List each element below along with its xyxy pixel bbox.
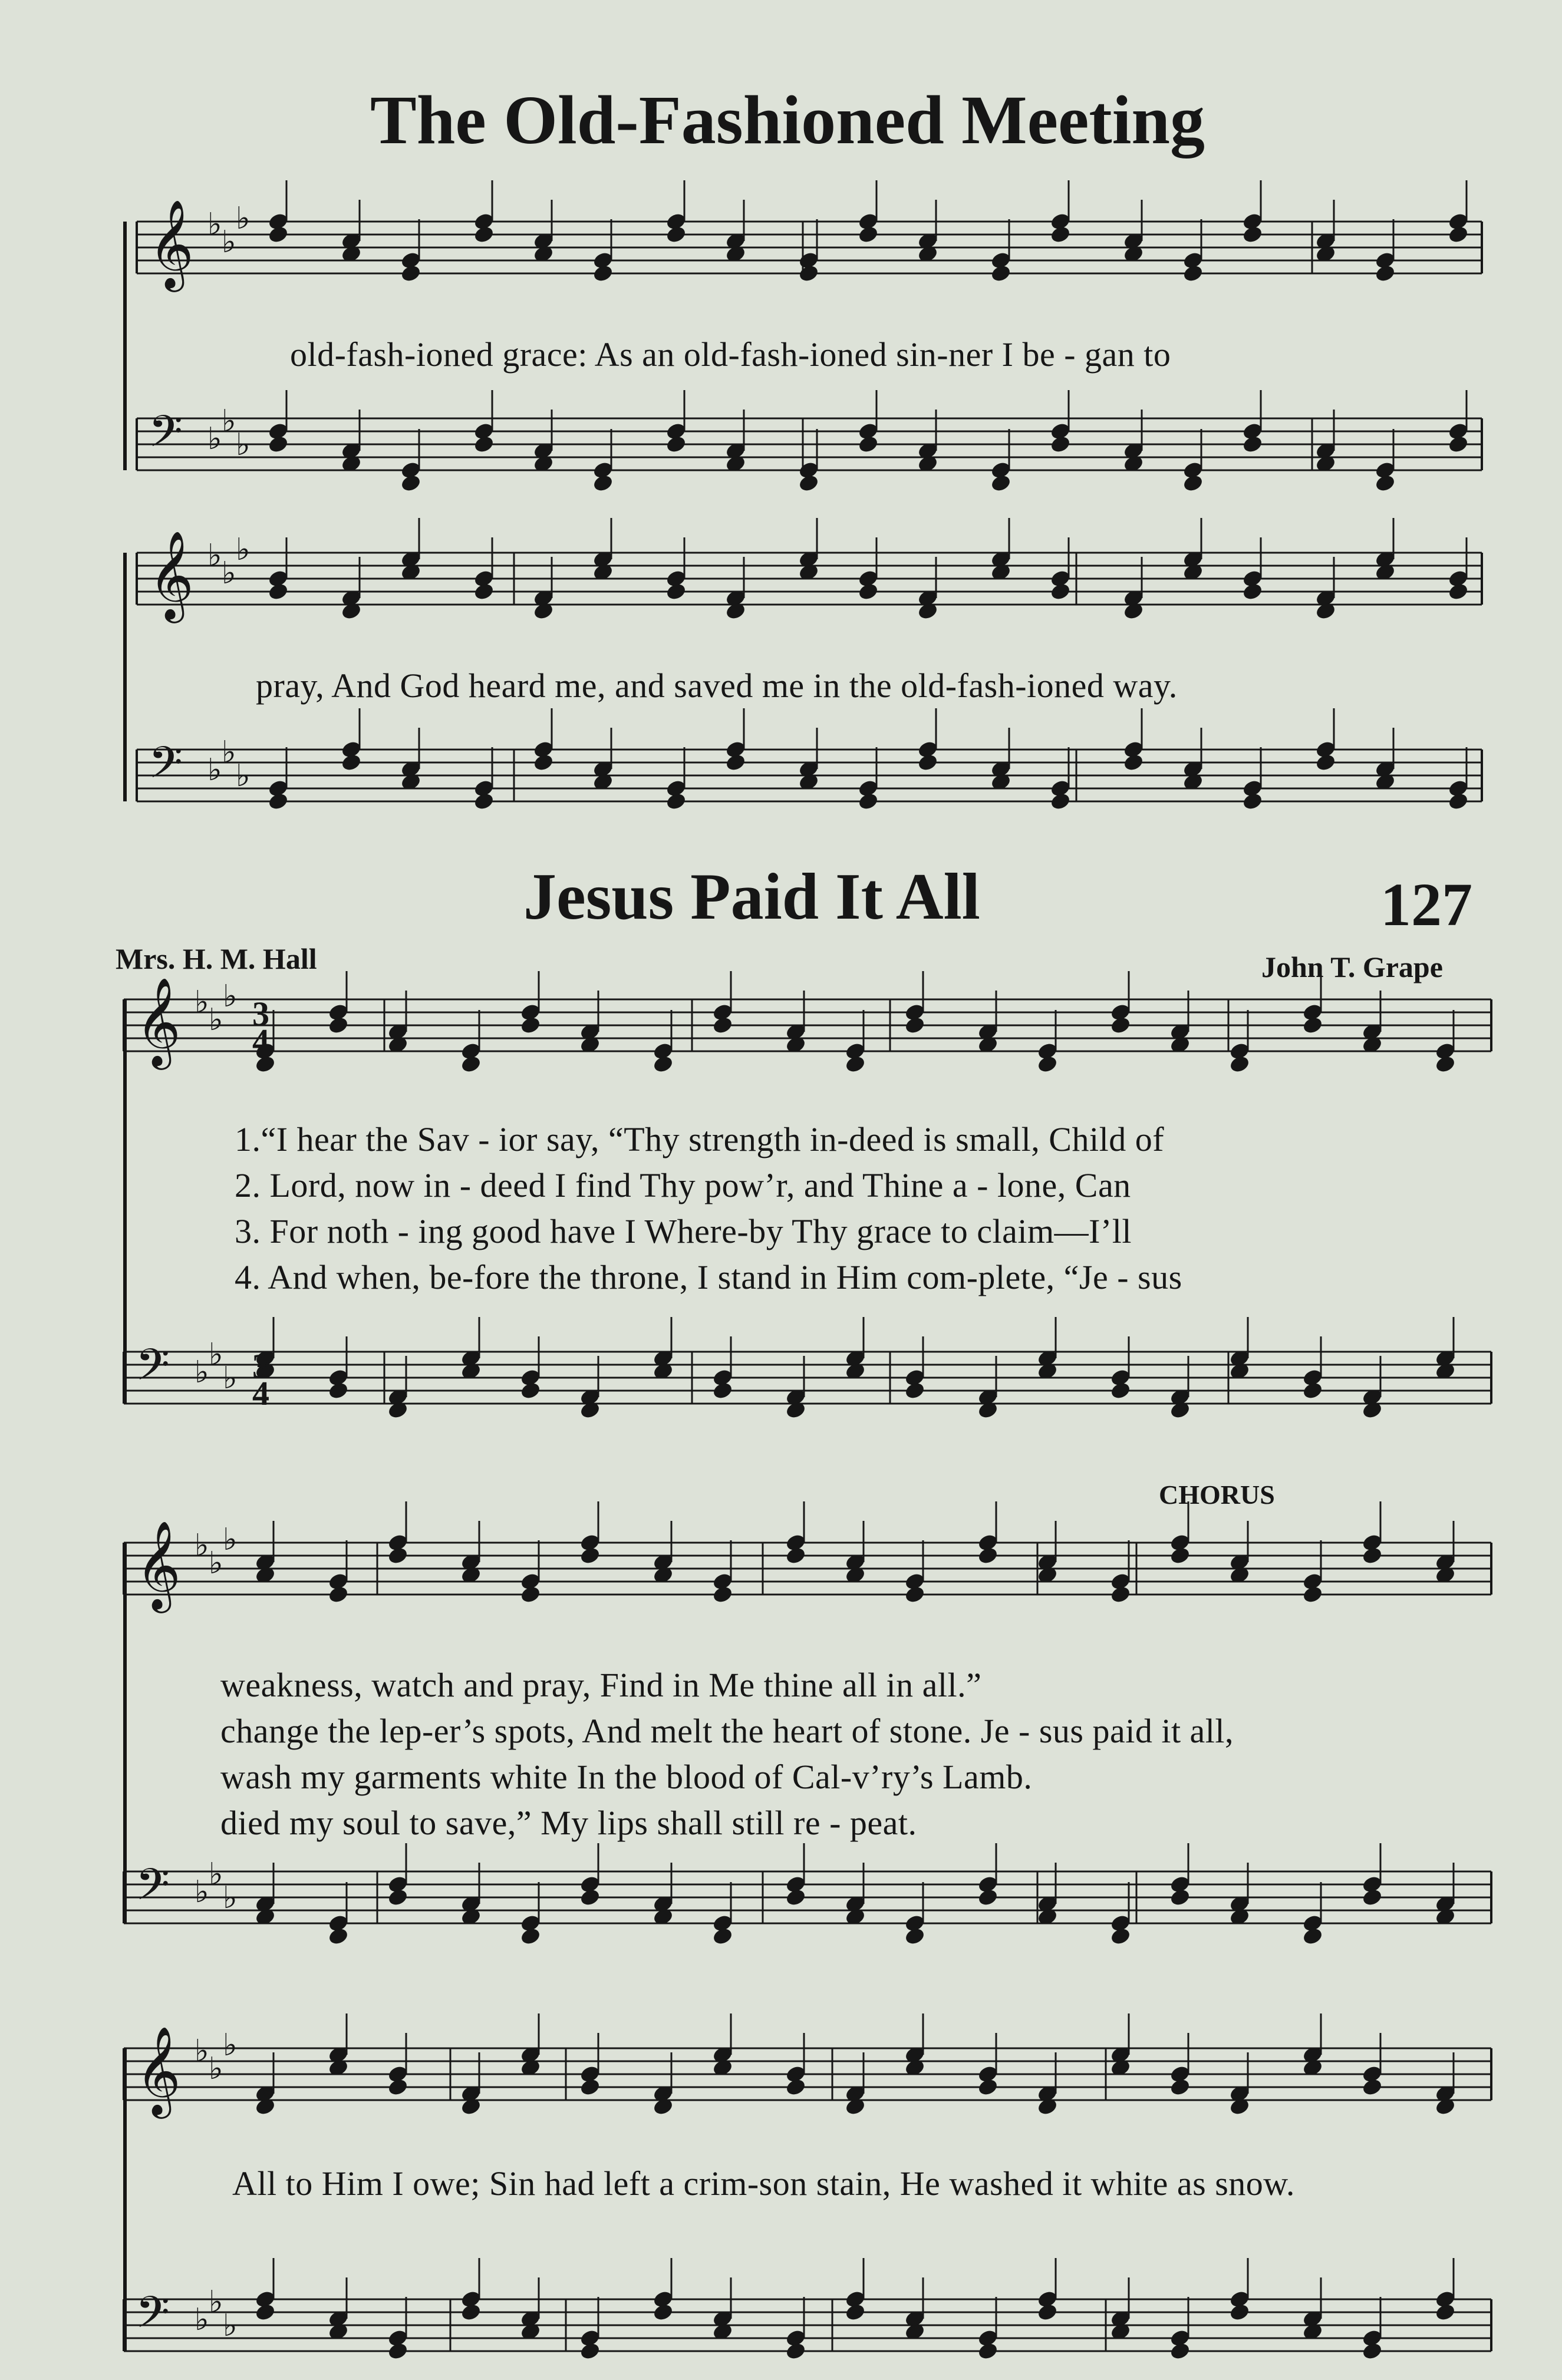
note-head <box>845 2303 866 2322</box>
note-head <box>473 792 495 811</box>
note-head <box>400 474 421 493</box>
note-head <box>785 2078 806 2097</box>
flat-sign: ♭ <box>195 2034 209 2069</box>
note-head <box>533 753 554 773</box>
bass-clef: 𝄢 <box>136 1339 170 1401</box>
note-head <box>1448 792 1469 811</box>
note-head <box>579 2342 601 2361</box>
note-head <box>917 753 938 773</box>
note-head <box>268 435 289 454</box>
note-head <box>1229 1055 1250 1074</box>
note-head <box>785 1546 806 1566</box>
note-head <box>1050 435 1071 454</box>
note-head <box>990 474 1011 493</box>
flat-sign: ♭ <box>195 2302 209 2338</box>
note-head <box>1229 2303 1250 2322</box>
flat-sign: ♭ <box>222 556 236 591</box>
note-head <box>1169 2342 1191 2361</box>
bass-clef: 𝄢 <box>149 737 183 799</box>
flat-sign: ♭ <box>209 2051 223 2087</box>
bass-clef: 𝄢 <box>149 406 183 468</box>
flat-sign: ♭ <box>207 752 222 788</box>
note-head <box>1123 753 1144 773</box>
note-head <box>904 1927 925 1946</box>
verse-line: 4. And when, be-fore the throne, I stand in Him com-plete, “Je - sus <box>235 1258 1182 1296</box>
note-head <box>268 582 289 602</box>
time-signature: 3 <box>252 1347 269 1385</box>
note-head <box>473 582 495 602</box>
note-head <box>328 1381 349 1401</box>
flat-sign: ♭ <box>223 979 238 1014</box>
note-head <box>400 264 421 283</box>
note-head <box>1242 435 1263 454</box>
verse-line: died my soul to save,” My lips shall still re - peat. <box>220 1804 917 1842</box>
treble-clef: 𝄞 <box>136 2025 181 2115</box>
note-head <box>579 1546 601 1566</box>
hymn-title-jesus-paid-it-all: Jesus Paid It All <box>523 860 980 933</box>
note-head <box>1362 2342 1383 2361</box>
time-signature: 3 <box>252 995 269 1033</box>
note-head <box>858 582 879 602</box>
flat-sign: ♭ <box>222 735 236 770</box>
flat-sign: ♭ <box>195 1355 209 1390</box>
note-head <box>977 2342 999 2361</box>
note-head <box>1050 582 1071 602</box>
verse-line: wash my garments white In the blood of Cal-v’ry’s Lamb. <box>220 1758 1033 1796</box>
bass-clef: 𝄢 <box>136 2287 170 2349</box>
note-head <box>387 2078 408 2097</box>
note-head <box>665 225 687 245</box>
hymn-number: 127 <box>1380 871 1472 939</box>
flat-sign: ♭ <box>207 421 222 457</box>
note-head <box>1037 2303 1058 2322</box>
lyric-line-hymn1-2: pray, And God heard me, and saved me in the old-fash-ioned way. <box>256 666 1178 705</box>
treble-clef: 𝄞 <box>136 976 181 1066</box>
flat-sign: ♭ <box>222 404 236 439</box>
note-head <box>520 1585 541 1605</box>
flat-sign: ♭ <box>195 985 209 1020</box>
time-signature: 4 <box>252 1374 269 1412</box>
flat-sign: ♭ <box>223 2028 238 2063</box>
flat-sign: ♭ <box>223 1522 238 1557</box>
note-head <box>1110 1927 1131 1946</box>
time-signature: 4 <box>252 1022 269 1060</box>
note-head <box>1050 792 1071 811</box>
note-head <box>858 225 879 245</box>
note-head <box>712 1016 733 1035</box>
note-head <box>990 264 1011 283</box>
flat-sign: ♭ <box>207 207 222 242</box>
hymn-title-old-fashioned-meeting: The Old-Fashioned Meeting <box>370 81 1205 159</box>
note-head <box>473 435 495 454</box>
note-head <box>328 1585 349 1605</box>
flat-sign: ♭ <box>223 1880 238 1916</box>
note-head <box>460 1055 482 1074</box>
note-head <box>1448 225 1469 245</box>
note-head <box>520 1381 541 1401</box>
note-head <box>845 1055 866 1074</box>
note-head <box>1242 582 1263 602</box>
note-head <box>653 2303 674 2322</box>
note-head <box>255 2303 276 2322</box>
note-head <box>268 225 289 245</box>
flat-sign: ♭ <box>209 2285 223 2320</box>
note-head <box>858 792 879 811</box>
note-head <box>1242 792 1263 811</box>
note-head <box>1169 1546 1191 1566</box>
note-head <box>1169 1888 1191 1907</box>
note-head <box>387 1546 408 1566</box>
note-head <box>1302 1016 1323 1035</box>
note-head <box>665 582 687 602</box>
note-head <box>1110 1016 1131 1035</box>
note-head <box>1362 2078 1383 2097</box>
note-head <box>785 2342 806 2361</box>
verse-line: weakness, watch and pray, Find in Me thine all in all.” <box>220 1666 982 1704</box>
treble-clef: 𝄞 <box>149 199 194 288</box>
verse-line: 3. For noth - ing good have I Where-by Thy grace to claim—I’ll <box>235 1212 1132 1250</box>
flat-sign: ♭ <box>209 1002 223 1038</box>
note-head <box>712 1927 733 1946</box>
note-head <box>1448 582 1469 602</box>
flat-sign: ♭ <box>223 1361 238 1396</box>
note-head <box>653 1055 674 1074</box>
note-head <box>1362 1546 1383 1566</box>
note-head <box>328 1016 349 1035</box>
lyricist-credit: Mrs. H. M. Hall <box>116 942 317 975</box>
note-head <box>1315 753 1336 773</box>
note-head <box>1302 1927 1323 1946</box>
note-head <box>1362 1888 1383 1907</box>
note-head <box>387 1888 408 1907</box>
note-head <box>460 2303 482 2322</box>
note-head <box>592 474 614 493</box>
verse-line: 2. Lord, now in - deed I find Thy pow’r, and Thine a - lone, Can <box>235 1166 1131 1204</box>
note-head <box>1110 1381 1131 1401</box>
note-head <box>1375 264 1396 283</box>
note-head <box>1110 1585 1131 1605</box>
note-head <box>977 1888 999 1907</box>
note-head <box>387 2342 408 2361</box>
note-head <box>341 753 362 773</box>
note-head <box>1375 474 1396 493</box>
note-head <box>1302 1585 1323 1605</box>
note-head <box>1037 1055 1058 1074</box>
chorus-line: All to Him I owe; Sin had left a crim-son stain, He washed it white as snow. <box>232 2164 1295 2203</box>
note-head <box>977 1546 999 1566</box>
note-head <box>1302 1381 1323 1401</box>
note-head <box>904 1016 925 1035</box>
note-head <box>520 1927 541 1946</box>
flat-sign: ♭ <box>195 1874 209 1910</box>
bass-clef: 𝄢 <box>136 1859 170 1921</box>
note-head <box>520 1016 541 1035</box>
note-head <box>785 1888 806 1907</box>
note-head <box>904 1381 925 1401</box>
note-head <box>858 435 879 454</box>
note-head <box>473 225 495 245</box>
verse-line: change the lep-er’s spots, And melt the heart of stone. Je - sus paid it all, <box>220 1712 1234 1750</box>
note-head <box>579 1888 601 1907</box>
note-head <box>1169 2078 1191 2097</box>
flat-sign: ♭ <box>223 2308 238 2343</box>
note-head <box>725 753 746 773</box>
treble-clef: 𝄞 <box>136 1520 181 1609</box>
note-head <box>798 474 819 493</box>
note-head <box>665 435 687 454</box>
flat-sign: ♭ <box>236 201 251 236</box>
note-head <box>1435 1055 1456 1074</box>
flat-sign: ♭ <box>236 427 251 463</box>
note-head <box>268 792 289 811</box>
note-head <box>1182 264 1204 283</box>
flat-sign: ♭ <box>209 1857 223 1892</box>
note-head <box>798 264 819 283</box>
flat-sign: ♭ <box>236 532 251 567</box>
note-head <box>665 792 687 811</box>
note-head <box>592 264 614 283</box>
note-head <box>328 1927 349 1946</box>
flat-sign: ♭ <box>207 538 222 573</box>
flat-sign: ♭ <box>222 225 236 260</box>
lyric-line-hymn1-1: old-fash-ioned grace: As an old-fash-ioned sin-ner I be - gan to <box>290 335 1171 374</box>
note-head <box>1448 435 1469 454</box>
flat-sign: ♭ <box>195 1528 209 1563</box>
composer-credit: John T. Grape <box>1261 950 1443 983</box>
treble-clef: 𝄞 <box>149 530 194 619</box>
note-head <box>712 1381 733 1401</box>
note-head <box>579 2078 601 2097</box>
note-head <box>1050 225 1071 245</box>
chorus-label: CHORUS <box>1159 1480 1275 1510</box>
note-head <box>712 1585 733 1605</box>
note-head <box>1435 2303 1456 2322</box>
flat-sign: ♭ <box>236 758 251 794</box>
note-head <box>1182 474 1204 493</box>
note-head <box>904 1585 925 1605</box>
flat-sign: ♭ <box>209 1337 223 1372</box>
verse-line: 1.“I hear the Sav - ior say, “Thy strength in-deed is small, Child of <box>235 1120 1165 1158</box>
note-head <box>977 2078 999 2097</box>
note-head <box>1242 225 1263 245</box>
flat-sign: ♭ <box>209 1546 223 1581</box>
